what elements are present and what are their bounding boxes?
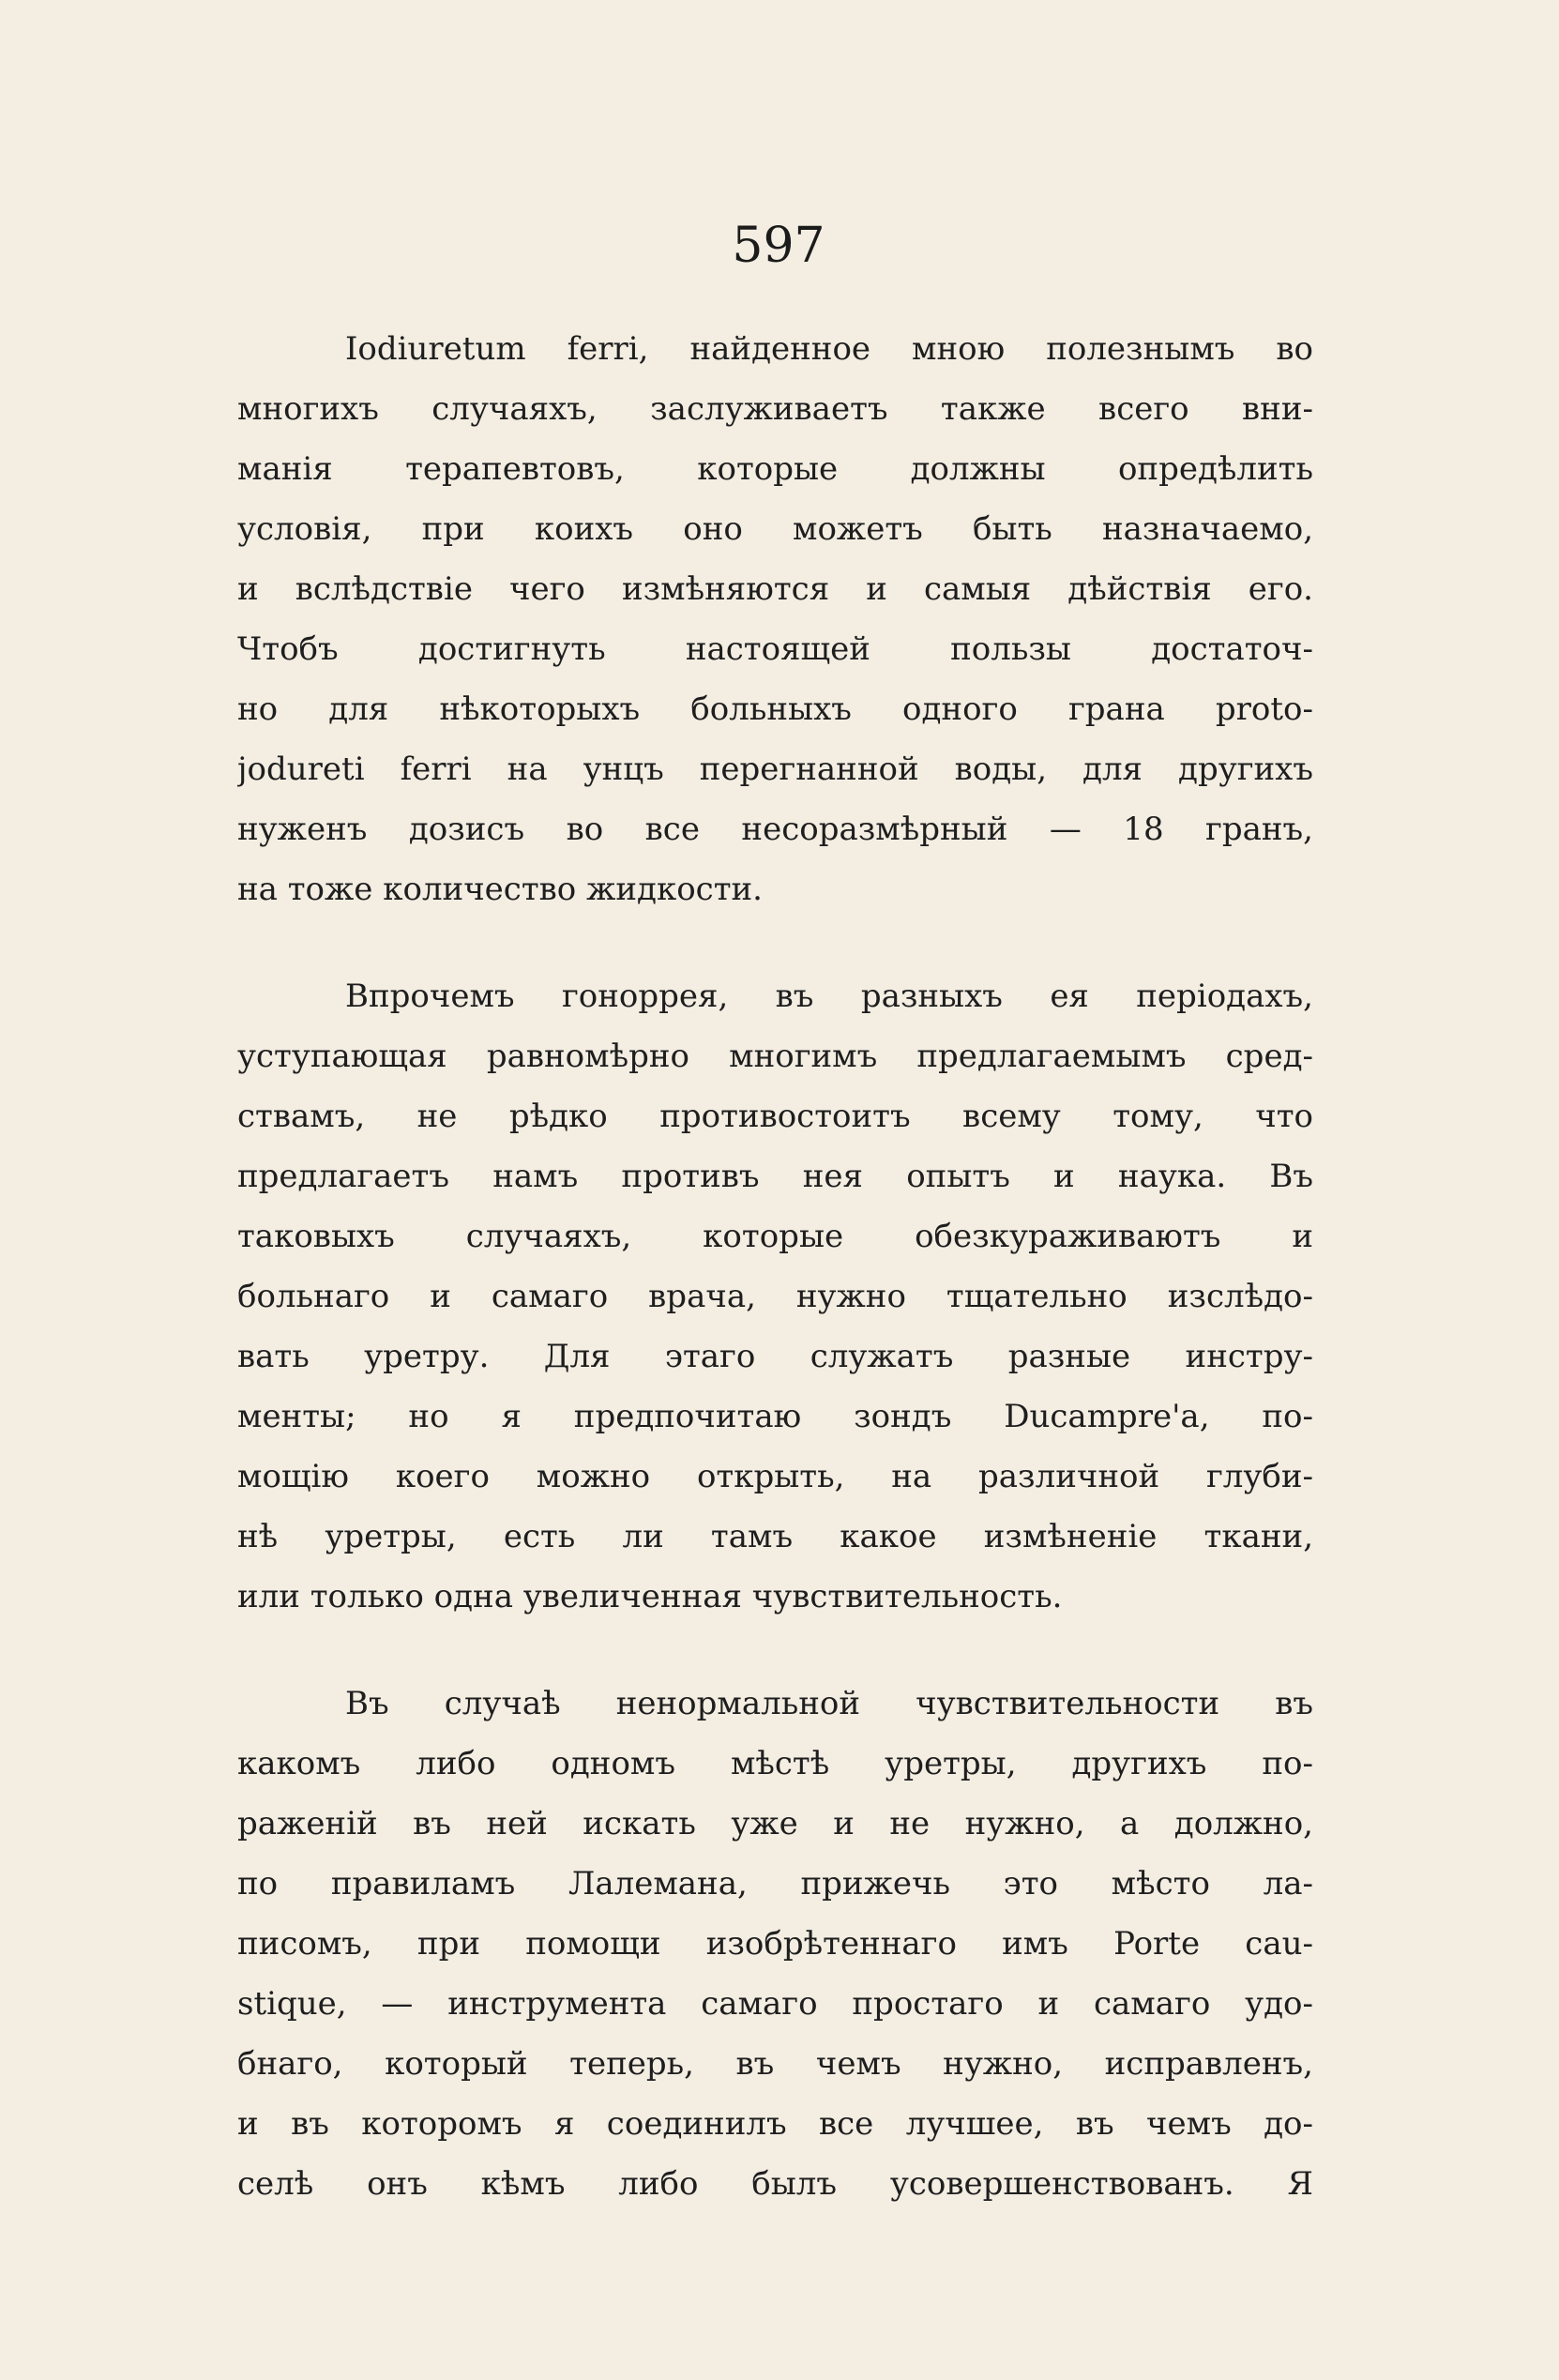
text-line: и въ которомъ я соединилъ все лучшее, въ чемъ до-: [237, 2105, 1313, 2143]
text-line: stique, — инструмента самаго простаго и самаго удо-: [237, 1985, 1313, 2023]
text-line: уступающая равномѣрно многимъ предлагаемымъ сред-: [237, 1038, 1313, 1075]
text-line: писомъ, при помощи изобрѣтеннаго имъ Porte cau-: [237, 1925, 1313, 1963]
text-line: менты; но я предпочитаю зондъ Ducampre'а, по-: [237, 1398, 1313, 1435]
paragraph-gap: [237, 919, 1313, 966]
text-line: или только одна увеличенная чувствительность.: [237, 1578, 1063, 1615]
text-line: Впрочемъ гоноррея, въ разныхъ ея періодахъ,: [345, 978, 1313, 1015]
text-line: jodureti ferri на унцъ перегнанной воды, для другихъ: [237, 750, 1313, 788]
text-line: больнаго и самаго врача, нужно тщательно изслѣдо-: [237, 1278, 1313, 1315]
text-line: селѣ онъ кѣмъ либо былъ усовершенствованъ. Я: [237, 2165, 1313, 2203]
page-number: 597: [732, 218, 825, 274]
text-line: Въ случаѣ ненормальной чувствительности въ: [345, 1685, 1313, 1722]
paragraph-gap: [237, 1627, 1313, 1674]
text-line: манія терапевтовъ, которые должны опредѣлить: [237, 450, 1313, 488]
text-line: раженій въ ней искать уже и не нужно, а должно,: [237, 1805, 1313, 1842]
text-line: предлагаетъ намъ противъ нея опытъ и наука. Въ: [237, 1158, 1313, 1195]
paragraph-3: [237, 1674, 1313, 2214]
paragraph-1: [237, 319, 1313, 919]
text-line: условія, при коихъ оно можетъ быть назначаемо,: [237, 510, 1313, 548]
text-line: по правиламъ Лалемана, прижечь это мѣсто ла-: [237, 1865, 1313, 1902]
text-line: и вслѣдствіе чего измѣняются и самыя дѣйствія его.: [237, 570, 1313, 608]
text-line: какомъ либо одномъ мѣстѣ уретры, другихъ по-: [237, 1745, 1313, 1782]
text-line: Iodiuretum ferri, найденное мною полезнымъ во: [345, 330, 1313, 368]
text-line: бнаго, который теперь, въ чемъ нужно, исправленъ,: [237, 2045, 1313, 2083]
text-line: таковыхъ случаяхъ, которые обезкураживаютъ и: [237, 1218, 1313, 1255]
body-text: [237, 319, 1313, 2214]
text-line: но для нѣкоторыхъ больныхъ одного грана proto-: [237, 690, 1313, 728]
paragraph-2: [237, 966, 1313, 1627]
text-line: нуженъ дозисъ во все несоразмѣрный — 18 гранъ,: [237, 811, 1313, 848]
text-line: нѣ уретры, есть ли тамъ какое измѣненіе ткани,: [237, 1518, 1313, 1555]
text-line: на тоже количество жидкости.: [237, 871, 763, 908]
text-line: мощію коего можно открыть, на различной глуби-: [237, 1458, 1313, 1495]
text-line: многихъ случаяхъ, заслуживаетъ также всего вни-: [237, 390, 1313, 428]
text-line: ствамъ, не рѣдко противостоитъ всему тому, что: [237, 1098, 1313, 1135]
text-line: вать уретру. Для этаго служатъ разные инстру-: [237, 1338, 1313, 1375]
text-line: Чтобъ достигнуть настоящей пользы достаточ-: [237, 630, 1313, 668]
